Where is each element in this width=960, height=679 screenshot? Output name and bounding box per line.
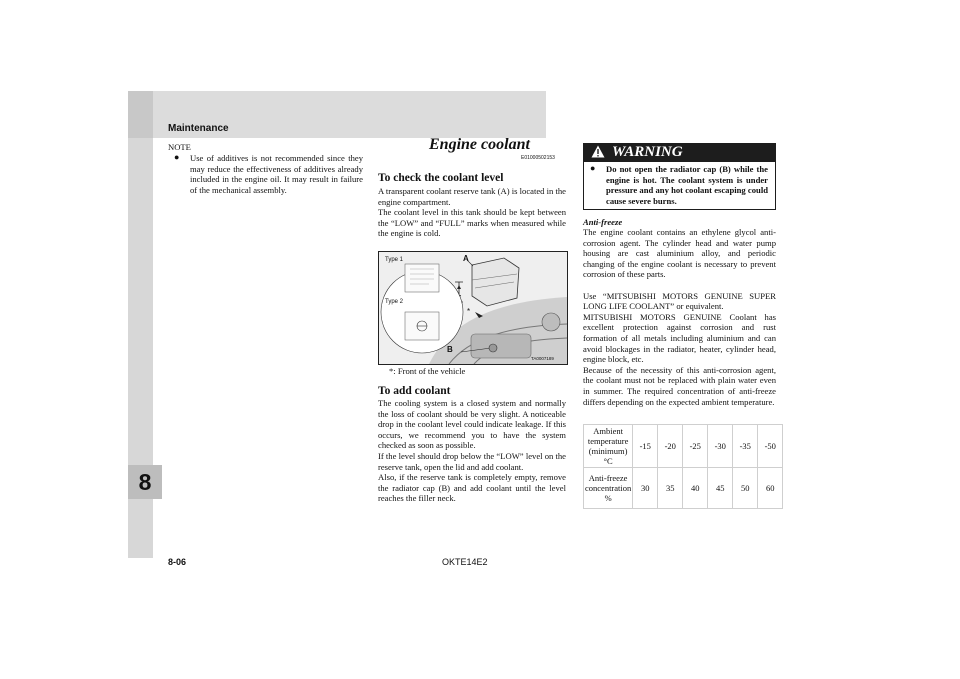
check-paragraph-2: The coolant level in this tank should be kept between the “LOW” and “FULL” marks when measured while the engine is cold. <box>378 207 566 239</box>
figure-caption: *: Front of the vehicle <box>389 366 466 376</box>
warning-title: WARNING <box>612 144 683 160</box>
doc-code: OKTE14E2 <box>442 557 488 567</box>
table-cell: 40 <box>683 468 708 509</box>
table-cell: -20 <box>658 425 683 468</box>
header-strip <box>128 91 153 138</box>
engine-bay-illustration <box>379 252 567 364</box>
note-text: Use of additives is not recommended since they may reduce the effectiveness of additives already included in the engine oil. It may result in failure of the mechanical assembly. <box>190 153 363 195</box>
check-paragraph-1: A transparent coolant reserve tank (A) is located in the engine compartment. <box>378 186 566 207</box>
table-cell: 60 <box>758 468 783 509</box>
add-paragraph-3: Also, if the reserve tank is completely empty, remove the radiator cap (B) and add coolant until the level reaches the filler neck. <box>378 472 566 504</box>
note-label: NOTE <box>168 142 191 152</box>
antifreeze-body <box>583 227 776 407</box>
add-body <box>378 398 566 504</box>
coolant-figure <box>378 251 568 365</box>
warning-text: Do not open the radiator cap (B) while the engine is hot. The coolant system is under pressure and any hot coolant escaping could cause severe burns. <box>606 164 768 206</box>
antifreeze-paragraph-1: The engine coolant contains an ethylene glycol anti-corrosion agent. The cylinder head and water pump housing are cast aluminium alloy, and periodic changing of the engine coolant is necessary to prevent corrosion of these parts. <box>583 227 776 280</box>
table-cell: -15 <box>633 425 658 468</box>
add-paragraph-1: The cooling system is a closed system and normally the loss of coolant should be very slight. A noticeable drop in the coolant level could indicate leakage. If this occurs, we recommend you to have the system checked as soon as possible. <box>378 398 566 451</box>
section-title: Maintenance <box>168 123 229 134</box>
antifreeze-paragraph-4: Because of the necessity of this anti-corrosion agent, the coolant must not be replaced with plain water even in summer. The required concentration of anti-freeze differs depending on the expected ambient temperature. <box>583 364 776 407</box>
check-body <box>378 186 566 239</box>
table-cell: 45 <box>708 468 733 509</box>
table-cell: -25 <box>683 425 708 468</box>
table-cell: -30 <box>708 425 733 468</box>
antifreeze-heading: Anti-freeze <box>583 217 623 227</box>
table-cell: 50 <box>733 468 758 509</box>
table-row <box>584 468 783 509</box>
add-heading: To add coolant <box>378 385 451 397</box>
page-title: Engine coolant <box>429 136 530 153</box>
table-cell: -50 <box>758 425 783 468</box>
figure-code: TA0007189 <box>531 356 554 361</box>
bullet-icon: ● <box>174 152 180 162</box>
warning-triangle-icon <box>591 145 605 158</box>
warning-bullet-icon: ● <box>590 163 596 173</box>
chapter-tab: 8 <box>128 465 162 499</box>
type2-label: Type 2 <box>385 299 404 305</box>
doc-ref-code: E01000502153 <box>521 155 555 161</box>
add-paragraph-2: If the level should drop below the “LOW” level on the reserve tank, open the lid and add coolant. <box>378 450 566 472</box>
antifreeze-paragraph-3: MITSUBISHI MOTORS GENUINE Coolant has excellent protection against corrosion and rust formation of all metals including aluminium and can avoid blockages in the radiator, heater, cylinder head, engine block, etc. <box>583 311 776 365</box>
antifreeze-paragraph-2: Use “MITSUBISHI MOTORS GENUINE SUPER LONG LIFE COOLANT” or equivalent. <box>583 290 776 312</box>
type1-warning-label <box>405 264 439 292</box>
radiator-cap-icon <box>489 344 497 352</box>
type1-label: Type 1 <box>385 257 404 263</box>
label-b: B <box>447 345 453 354</box>
table-row-header: Ambient temperature (minimum) °C <box>584 425 633 468</box>
table-cell: 35 <box>658 468 683 509</box>
label-a: A <box>463 254 469 263</box>
page-number: 8-06 <box>168 557 187 567</box>
table-cell: -35 <box>733 425 758 468</box>
coolant-concentration-table <box>583 424 783 509</box>
check-heading: To check the coolant level <box>378 172 504 184</box>
table-row-header: Anti-freeze concentration % <box>584 468 633 509</box>
front-asterisk: * <box>467 307 471 316</box>
table-cell: 30 <box>633 468 658 509</box>
table-row <box>584 425 783 468</box>
